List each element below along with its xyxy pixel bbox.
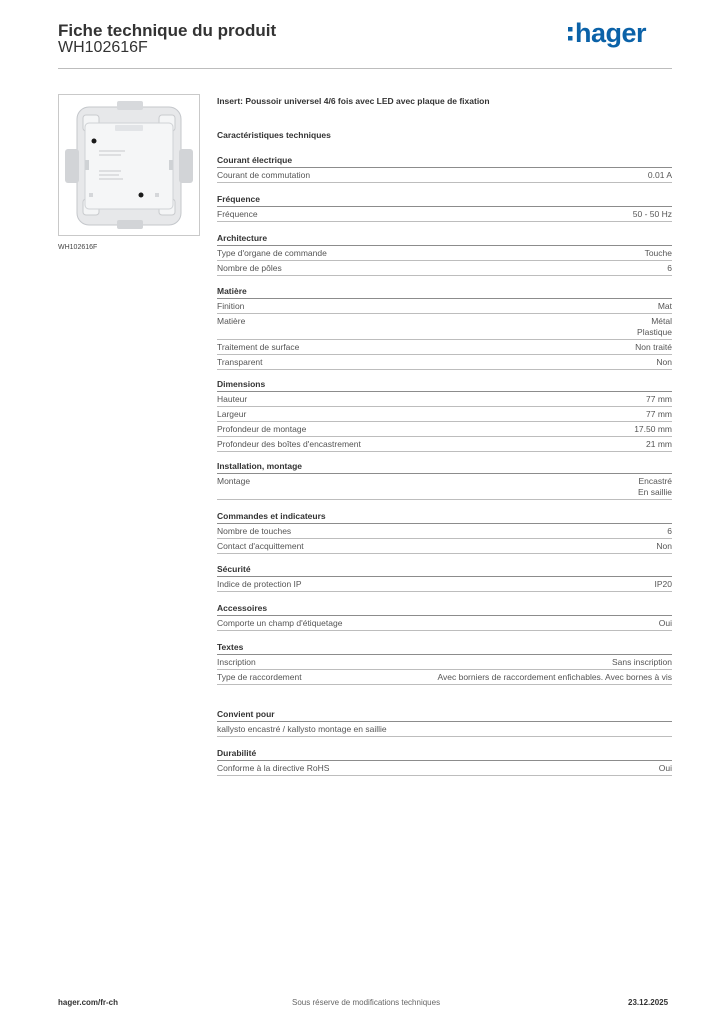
spec-row: [217, 207, 672, 222]
spec-label: Hauteur: [217, 394, 248, 404]
spec-section: [217, 194, 672, 222]
spec-value: [656, 541, 672, 552]
insert-title: Insert: Poussoir universel 4/6 fois avec LED avec plaque de fixation: [217, 96, 490, 106]
spec-section: [217, 564, 672, 592]
spec-label: Comporte un champ d'étiquetage: [217, 618, 343, 628]
spec-value-line: Sans inscription: [611, 657, 672, 667]
spec-value-line: Métal: [651, 316, 672, 326]
spec-section: [217, 603, 672, 631]
spec-label: Type de raccordement: [217, 672, 302, 682]
spec-row: [217, 261, 672, 276]
spec-section: [217, 642, 672, 685]
spec-value-line: Non traité: [635, 342, 672, 352]
spec-row: [217, 670, 672, 685]
spec-section-title: Courant électrique: [217, 155, 672, 168]
footer-website: hager.com/fr-ch: [58, 998, 119, 1007]
page-title: Fiche technique du produit: [58, 21, 277, 40]
spec-row: [217, 168, 672, 183]
spec-section-title: Matière: [217, 286, 672, 299]
spec-section-title: Accessoires: [217, 603, 672, 616]
spec-row: [217, 761, 672, 776]
spec-section-title: Convient pour: [217, 709, 672, 722]
spec-row: [217, 314, 672, 340]
spec-label: Type d'organe de commande: [217, 248, 327, 258]
spec-label: Conforme à la directive RoHS: [217, 763, 330, 773]
spec-section: [217, 709, 672, 737]
spec-section-title: Architecture: [217, 233, 672, 246]
spec-label: Indice de protection IP: [217, 579, 302, 589]
spec-value-line: 50 - 50 Hz: [632, 209, 672, 219]
footer-disclaimer: Sous réserve de modifications techniques: [292, 998, 441, 1007]
spec-value-line: Touche: [644, 248, 672, 258]
spec-value-line: Encastré: [638, 476, 672, 486]
spec-value: [648, 170, 672, 181]
spec-label: kallysto encastré / kallysto montage en saillie: [217, 724, 387, 734]
spec-row: [217, 392, 672, 407]
spec-label: Nombre de touches: [217, 526, 292, 536]
image-caption: WH102616F: [58, 244, 98, 251]
spec-value: [658, 301, 672, 312]
spec-value-line: Non: [656, 541, 672, 551]
footer-date: 23.12.2025: [628, 998, 669, 1007]
spec-section: [217, 511, 672, 554]
spec-value: [646, 439, 672, 450]
spec-section-title: Installation, montage: [217, 461, 672, 474]
spec-label: Montage: [217, 476, 251, 486]
spec-row: [217, 616, 672, 631]
svg-text:hager: [575, 18, 647, 48]
spec-value-line: IP20: [654, 579, 672, 589]
spec-section: [217, 748, 672, 776]
spec-value: [655, 579, 673, 590]
spec-row: [217, 340, 672, 355]
spec-label: Inscription: [217, 657, 256, 667]
spec-label: Courant de commutation: [217, 170, 311, 180]
spec-label: Transparent: [217, 357, 263, 367]
spec-value-line: 6: [667, 263, 672, 273]
spec-row: [217, 524, 672, 539]
spec-value-line: 77 mm: [646, 409, 672, 419]
spec-label: Profondeur des boîtes d'encastrement: [217, 439, 361, 449]
spec-value: [646, 394, 672, 405]
spec-label: Profondeur de montage: [217, 424, 307, 434]
spec-value: [638, 476, 672, 498]
spec-value-line: Non: [656, 357, 672, 367]
spec-row: [217, 437, 672, 452]
spec-section: [217, 233, 672, 276]
spec-value-line: Mat: [657, 301, 672, 311]
spec-row: [217, 722, 672, 737]
spec-label: Traitement de surface: [217, 342, 300, 352]
spec-value: [645, 248, 672, 259]
header-divider: [58, 68, 672, 69]
logo-text: hager: [575, 18, 647, 48]
spec-value: [646, 409, 672, 420]
spec-label: Finition: [217, 301, 245, 311]
spec-value-line: Avec borniers de raccordement enfichables. Avec bornes à vis: [437, 672, 672, 682]
spec-value-line: Oui: [658, 618, 672, 628]
spec-section-title: Dimensions: [217, 379, 672, 392]
specs-heading: Caractéristiques techniques: [217, 130, 331, 140]
spec-value-line: Oui: [658, 763, 672, 773]
spec-row: [217, 299, 672, 314]
spec-value: [656, 357, 672, 368]
spec-value: [667, 263, 672, 274]
spec-label: Contact d'acquittement: [217, 541, 304, 551]
product-image: [58, 94, 200, 236]
hager-logo: [566, 14, 662, 50]
spec-row: [217, 246, 672, 261]
spec-section: [217, 155, 672, 183]
spec-value: [634, 424, 672, 435]
spec-row: [217, 577, 672, 592]
spec-label: Fréquence: [217, 209, 258, 219]
spec-row: [217, 355, 672, 370]
spec-value: [667, 526, 672, 537]
spec-row: [217, 407, 672, 422]
spec-value-line: 21 mm: [646, 439, 672, 449]
spec-section-title: Durabilité: [217, 748, 672, 761]
spec-label: Nombre de pôles: [217, 263, 282, 273]
spec-value-line: 0.01 A: [647, 170, 672, 180]
spec-value: [635, 342, 672, 353]
spec-value: [437, 672, 672, 683]
spec-value: [659, 618, 672, 629]
spec-section-title: Textes: [217, 642, 672, 655]
spec-section-title: Sécurité: [217, 564, 672, 577]
spec-label: Largeur: [217, 409, 247, 419]
spec-row: [217, 474, 672, 500]
spec-value-line: En saillie: [637, 487, 672, 497]
spec-value: [612, 657, 672, 668]
spec-section: [217, 379, 672, 452]
spec-value-line: Plastique: [637, 327, 672, 337]
spec-value: [637, 316, 672, 338]
spec-label: Matière: [217, 316, 246, 326]
spec-value-line: 6: [667, 526, 672, 536]
spec-section-title: Commandes et indicateurs: [217, 511, 672, 524]
spec-section: [217, 286, 672, 370]
spec-value-line: 17.50 mm: [634, 424, 672, 434]
spec-row: [217, 422, 672, 437]
spec-section: [217, 461, 672, 500]
spec-value: [659, 763, 672, 774]
spec-value: [633, 209, 672, 220]
spec-row: [217, 539, 672, 554]
product-code: WH102616F: [58, 39, 148, 56]
spec-row: [217, 655, 672, 670]
spec-section-title: Fréquence: [217, 194, 672, 207]
spec-value-line: 77 mm: [646, 394, 672, 404]
